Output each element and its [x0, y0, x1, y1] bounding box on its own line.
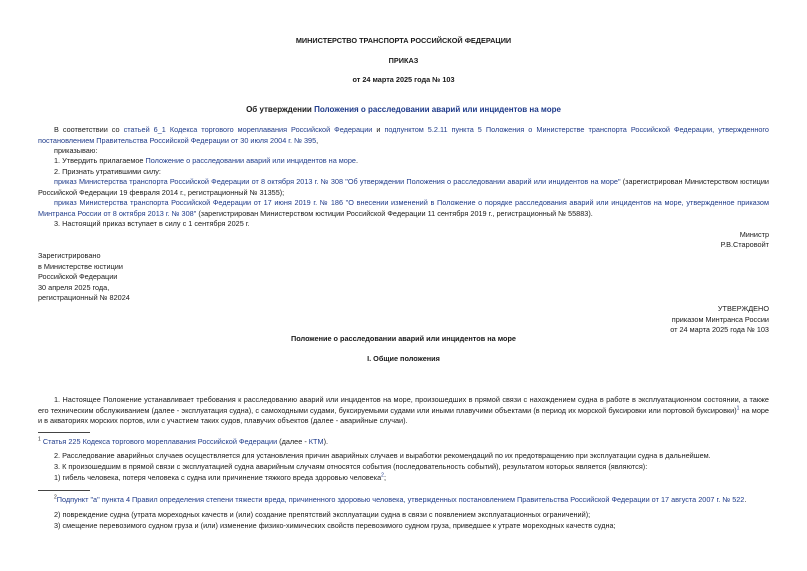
signature-name: Р.В.Старовойт — [720, 240, 769, 249]
approved-by: приказом Минтранса России — [671, 314, 769, 324]
footnote-1-mark: 1 — [38, 436, 41, 443]
paragraph-3: 3. К произошедшим в прямой связи с эксплуатацией судна аварийным случаям относятся события (последовательность событий), результатом которых является (являются): — [54, 462, 648, 471]
item-1-link[interactable]: Положение о расследовании аварий или инцидентов на море — [145, 156, 356, 165]
footnote-2-link[interactable]: Подпункт "а" пункта 4 Правил определения степени тяжести вреда, причиненного здоровью человека, утвержденных постановлением Правительства Российской Федерации от 17 августа 2007 г. № 522 — [56, 495, 745, 504]
preamble-link-regulation[interactable]: подпунктом 5.2.11 пункта 5 Положения о Министерстве транспорта Российской Федерации, утвержденного постановлением Правительства Российской Федерации от 30 июля 2004 г. № 395 — [38, 125, 769, 145]
order-title — [38, 105, 769, 116]
order-title-prefix: Об утверждении — [246, 105, 315, 114]
item-2a — [38, 177, 769, 198]
order-date: от 24 марта 2025 года № 103 — [352, 75, 455, 84]
preamble-text-3: , — [316, 135, 319, 145]
approved-date: от 24 марта 2025 года № 103 — [670, 325, 769, 334]
paragraph-2: 2. Расследование аварийных случаев осуществляется для установления причин аварийных случаев и выработки рекомендаций по их предотвращению при эксплуатации судна в дальнейшем. — [54, 451, 711, 460]
registration-line-2: в Министерстве юстиции — [38, 261, 123, 271]
footnote-1-link-ktm[interactable]: КТМ — [308, 437, 324, 446]
approved-word: УТВЕРЖДЕНО — [717, 304, 769, 313]
registration-line-5: регистрационный № 82024 — [38, 293, 130, 302]
item-2b-text: (зарегистрирован Министерством юстиции Российской Федерации 11 сентября 2019 г., регистрационный № 55883). — [196, 208, 593, 218]
paragraph-3-2: 2) повреждение судна (утрата мореходных качеств и (или) создание препятствий эксплуатации судна в связи с появлением эксплуатационных ограничений); — [54, 510, 591, 519]
item-3: 3. Настоящий приказ вступает в силу с 1 сентября 2025 г. — [54, 219, 250, 228]
footnote-2 — [38, 495, 769, 506]
registration-line-4: 30 апреля 2025 года, — [38, 282, 110, 292]
footnote-ref-1[interactable]: 1 — [736, 405, 740, 412]
item-2b — [38, 198, 769, 219]
order-verb: приказываю: — [54, 146, 98, 155]
item-2a-text: (зарегистрирован Министерством юстиции Российской Федерации 19 февраля 2014 г., регистрационный № 31355); — [38, 177, 769, 197]
footnote-ref-2[interactable]: 2 — [381, 472, 384, 479]
approved-block — [38, 304, 769, 336]
footnote-separator-2 — [38, 490, 90, 491]
registration-block — [38, 251, 769, 304]
item-1-end: . — [355, 156, 359, 165]
paragraph-3-3: 3) смещение перевозимого судном груза и (или) изменение физико-химических свойств перевозимого судном груза, приведшее к утрате мореходных качеств судна; — [54, 521, 616, 530]
preamble-text-2: и — [372, 125, 385, 134]
footnote-1-text: (далее - — [277, 437, 309, 446]
paragraph-3-1-end: ; — [383, 473, 386, 482]
footnote-2-end: . — [744, 495, 747, 504]
preamble — [38, 125, 769, 146]
item-1-text: 1. Утвердить прилагаемое — [54, 156, 146, 165]
ministry-heading: МИНИСТЕРСТВО ТРАНСПОРТА РОССИЙСКОЙ ФЕДЕРАЦИИ — [295, 36, 512, 45]
item-1 — [38, 156, 769, 167]
item-2a-link[interactable]: приказ Министерства транспорта Российской Федерации от 8 октября 2013 г. № 308 "Об утверждении Положения о расследовании аварий или инцидентов на море" — [54, 177, 621, 186]
footnote-2-mark: 2 — [54, 494, 57, 501]
footnote-separator-1 — [38, 432, 90, 433]
footnote-1-link[interactable]: Статья 225 Кодекса торгового мореплавания Российской Федерации — [42, 437, 278, 446]
order-title-link[interactable]: Положения о расследовании аварий или инцидентов на море — [314, 105, 561, 114]
footnote-1-end: ). — [323, 437, 329, 446]
registration-line-3: Российской Федерации — [38, 272, 118, 281]
paragraph-1-text-a: 1. Настоящее Положение устанавливает требования к расследованию аварий или инцидентов на море, произошедших в прямой связи с нахождением судна в работе в эксплуатационном состоянии, а также его техническим обслуживанием (далее - эксплуатация судна), с самоходными судами, буксируемыми судами или иными плавучими объектами (в период их морской буксировки или портовой буксировки) — [38, 395, 769, 415]
registration-line-1: Зарегистрировано — [38, 251, 101, 260]
preamble-link-ktm[interactable]: статьей 6_1 Кодекса торгового мореплавания Российской Федерации — [123, 125, 373, 134]
annex-title: Положение о расследовании аварий или инцидентов на море — [291, 334, 516, 343]
paragraph-1 — [38, 395, 769, 427]
paragraph-3-1-text: 1) гибель человека, потеря человека с судна или причинение тяжкого вреда здоровью человека — [54, 473, 382, 482]
order-heading: ПРИКАЗ — [388, 56, 419, 65]
paragraph-3-1 — [38, 473, 769, 484]
footnote-1 — [38, 437, 769, 448]
preamble-text-1: В соответствии со — [54, 125, 124, 134]
paragraph-1-text-b: на море и в акваториях морских портов, или с участием таких судов, плавучих объектов (далее - аварийные случаи). — [38, 405, 769, 425]
section-title: I. Общие положения — [367, 354, 440, 363]
signature-role: Министр — [739, 230, 769, 239]
item-2b-link[interactable]: приказ Министерства транспорта Российской Федерации от 17 июня 2019 г. № 186 "О внесении изменений в Положение о порядке расследования аварий или инцидентов на море, утвержденное приказом Минтранса России от 8 октября 2013 г. № 308" — [38, 198, 769, 218]
item-2: 2. Признать утратившими силу: — [54, 167, 161, 176]
